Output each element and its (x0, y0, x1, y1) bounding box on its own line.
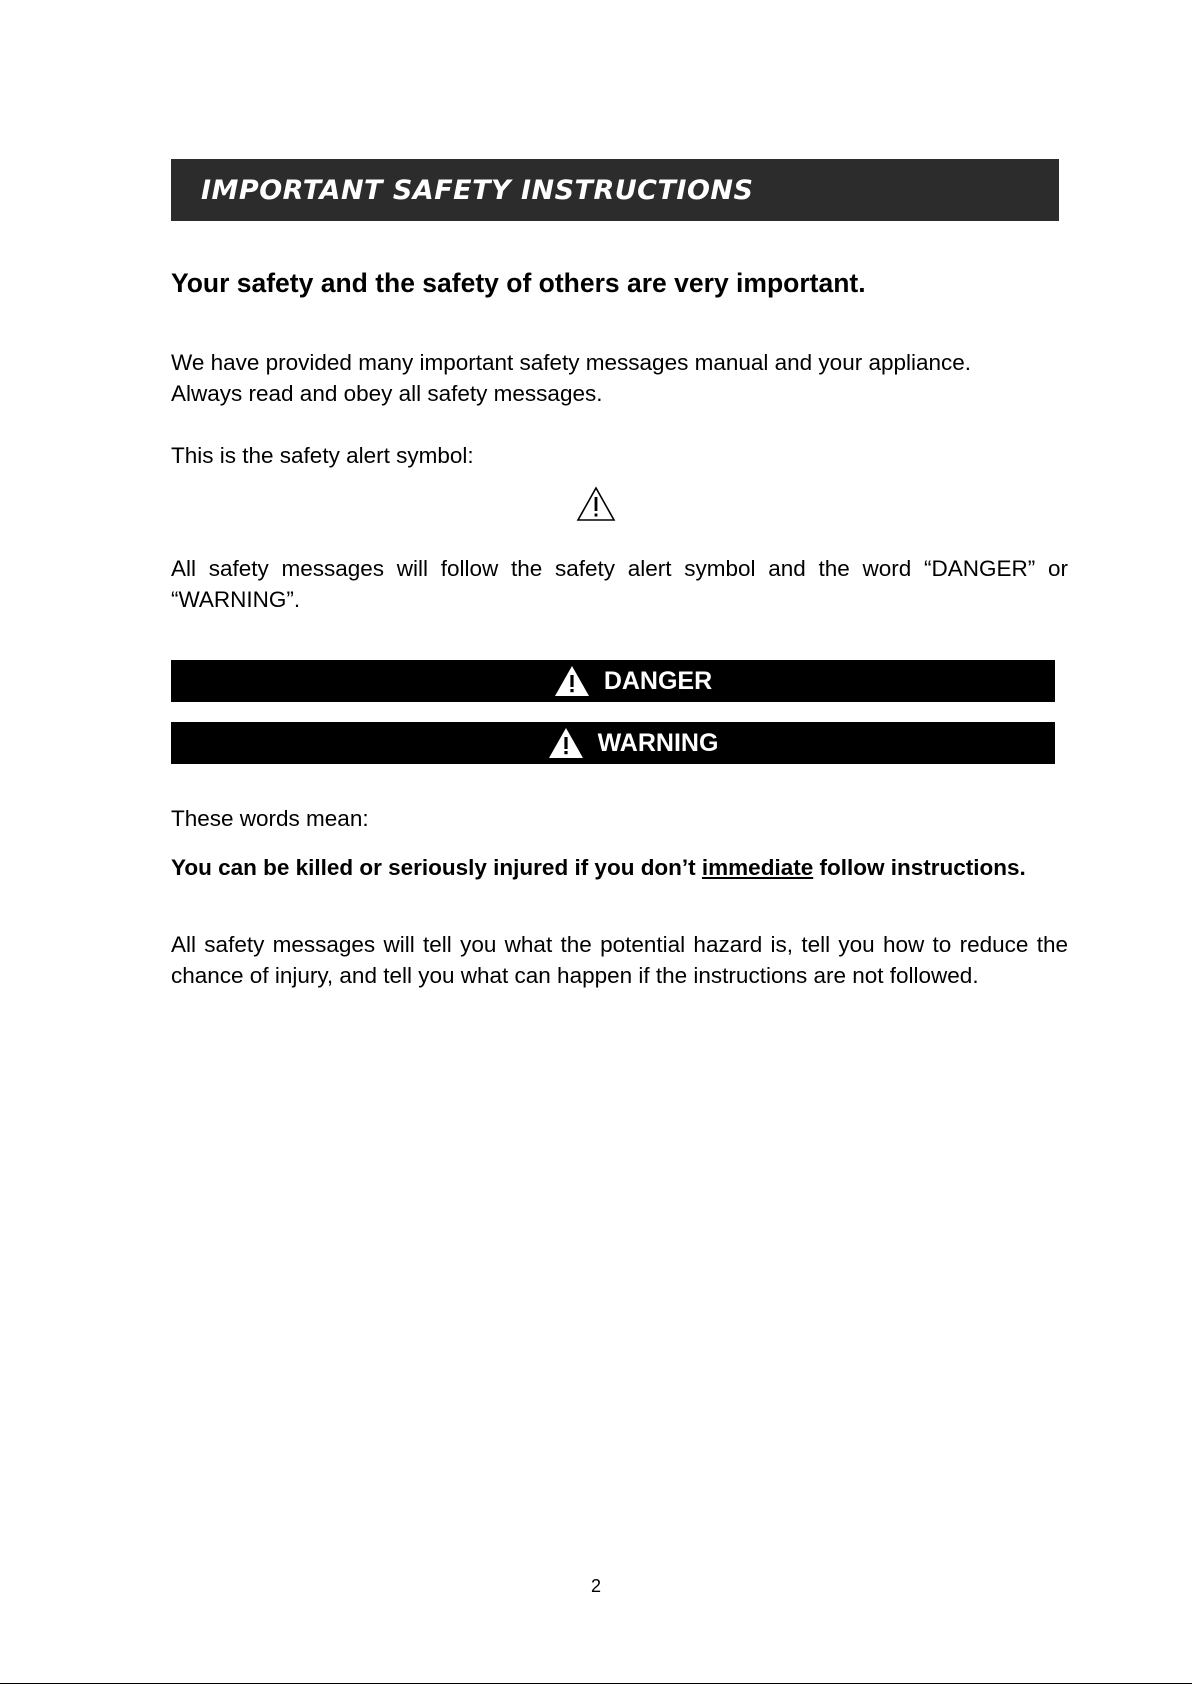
warning-label: WARNING (597, 728, 719, 757)
safety-subheading: Your safety and the safety of others are very important. (171, 268, 866, 298)
intro-line-2: Always read and obey all safety messages. (171, 381, 603, 406)
warning-text-underlined: immediate (701, 855, 814, 880)
danger-label: DANGER (603, 666, 713, 695)
section-header-bar (171, 159, 1059, 221)
warning-triangle-icon (576, 486, 616, 522)
closing-paragraph: All safety messages will tell you what the potential hazard is, tell you how to reduce the chance of injury, and tell you what can happen if the instructions are not followed. (171, 932, 1068, 988)
symbol-intro-text: This is the safety alert symbol: (171, 443, 474, 468)
bold-warning-statement (171, 852, 1068, 883)
warning-bar (171, 722, 1055, 764)
intro-line-1: We have provided many important safety messages manual and your appliance. (171, 350, 972, 375)
warning-text-after: follow instructions. (813, 855, 1026, 880)
danger-bar (171, 660, 1055, 702)
section-title: IMPORTANT SAFETY INSTRUCTIONS (201, 174, 754, 206)
warning-triangle-icon (554, 665, 590, 697)
meaning-intro-text: These words mean: (171, 806, 369, 831)
warning-text-before: You can be killed or seriously injured if you don’t (171, 855, 702, 880)
intro-paragraph (171, 347, 971, 409)
warning-triangle-icon (548, 727, 584, 759)
page-number: 2 (590, 1576, 601, 1596)
footer-rule (0, 1683, 1192, 1684)
follow-paragraph: All safety messages will follow the safety alert symbol and the word “DANGER” or “WARNING”. (171, 556, 1068, 612)
